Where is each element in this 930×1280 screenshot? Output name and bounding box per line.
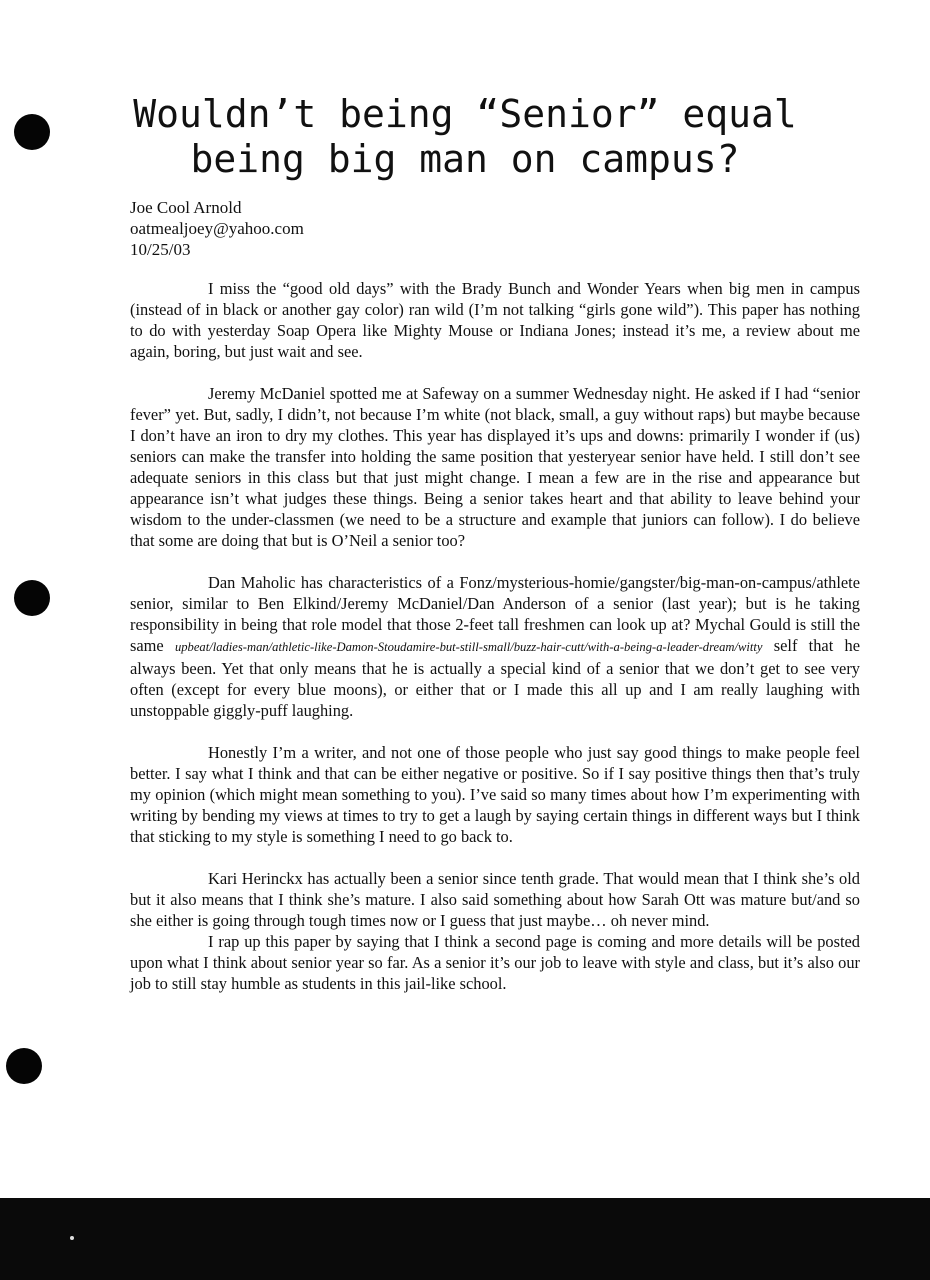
- paragraph-italic-text: upbeat/ladies-man/athletic-like-Damon-Stoudamire-but-still-small/buzz-hair-cutt/with-a-being-a-leader-dream/witty: [174, 640, 763, 654]
- binder-hole: [6, 1048, 42, 1084]
- title-line-2: being big man on campus?: [190, 137, 740, 181]
- author-date: 10/25/03: [130, 240, 191, 259]
- binder-hole: [14, 580, 50, 616]
- paragraph: Jeremy McDaniel spotted me at Safeway on a summer Wednesday night. He asked if I had “senior fever” yet. But, sadly, I didn’t, not because I’m white (not black, small, a guy without raps) but maybe because I don’t have an iron to dry my clothes. This year has displayed it’s ups and downs: primarily I wonder if (us) seniors can make the transfer into holding the same position that yesteryear senior have held. I still don’t see adequate seniors in this class but that just might change. I mean a few are in the rise and appearance but appearance isn’t what judges these things. Being a senior takes heart and that ability to leave behind your wisdom to the under-classmen (we need to be a structure and example that juniors can follow). I do believe that some are doing that but is O’Neil a senior too?: [130, 384, 860, 550]
- scan-speck: [70, 1236, 74, 1240]
- paragraph: Kari Herinckx has actually been a senior since tenth grade. That would mean that I think she’s old but it also means that I think she’s mature. I also said something about how Sarah Ott was mature but/and so she either is going through tough times now or I guess that just maybe… oh never mind.: [130, 869, 860, 930]
- document-title: [0, 92, 930, 182]
- paragraph: Honestly I’m a writer, and not one of those people who just say good things to make people feel better. I say what I think and that can be either negative or positive. So if I say positive things then that’s truly my opinion (which might mean something to you). I’ve said so many times about how I’m experimenting with writing by bending my views at times to try to get a laugh by saying certain things in different ways but I think that sticking to my style is something I need to go back to.: [130, 743, 860, 846]
- document-body: [130, 278, 860, 1015]
- paragraph: I miss the “good old days” with the Brady Bunch and Wonder Years when big men in campus (instead of in black or another gay color) ran wild (I’m not talking “girls gone wild”). This paper has nothing to do with yesterday Soap Opera like Mighty Mouse or Indiana Jones; instead it’s me, a review about me again, boring, but just wait and see.: [130, 279, 860, 361]
- paragraph: I rap up this paper by saying that I think a second page is coming and more details will be posted upon what I think about senior year so far. As a senior it’s our job to leave with style and class, but it’s also our job to still stay humble as students in this jail-like school.: [130, 932, 860, 993]
- author-email: oatmealjoey@yahoo.com: [130, 219, 304, 238]
- paragraph-text: Dan Maholic has characteristics of a Fonz/mysterious-homie/gangster/big-man-on-campus/athlete senior, similar to Ben Elkind/Jeremy McDaniel/Dan Anderson of a senior (last year); but is he taking responsibility in being that role model that those 2-feet tall freshmen can look up at? Mychal Gould is still the same: [130, 573, 860, 655]
- paragraph: [130, 572, 860, 721]
- author-block: [130, 197, 304, 260]
- title-line-1: Wouldn’t being “Senior” equal: [133, 92, 797, 136]
- author-name: Joe Cool Arnold: [130, 198, 242, 217]
- paragraph-text: self that he always been. Yet that only means that he is actually a special kind of a senior that we don’t get to see very often (except for every blue moons), or either that or I made this all up and I am really laughing with unstoppable giggly-puff laughing.: [130, 636, 860, 720]
